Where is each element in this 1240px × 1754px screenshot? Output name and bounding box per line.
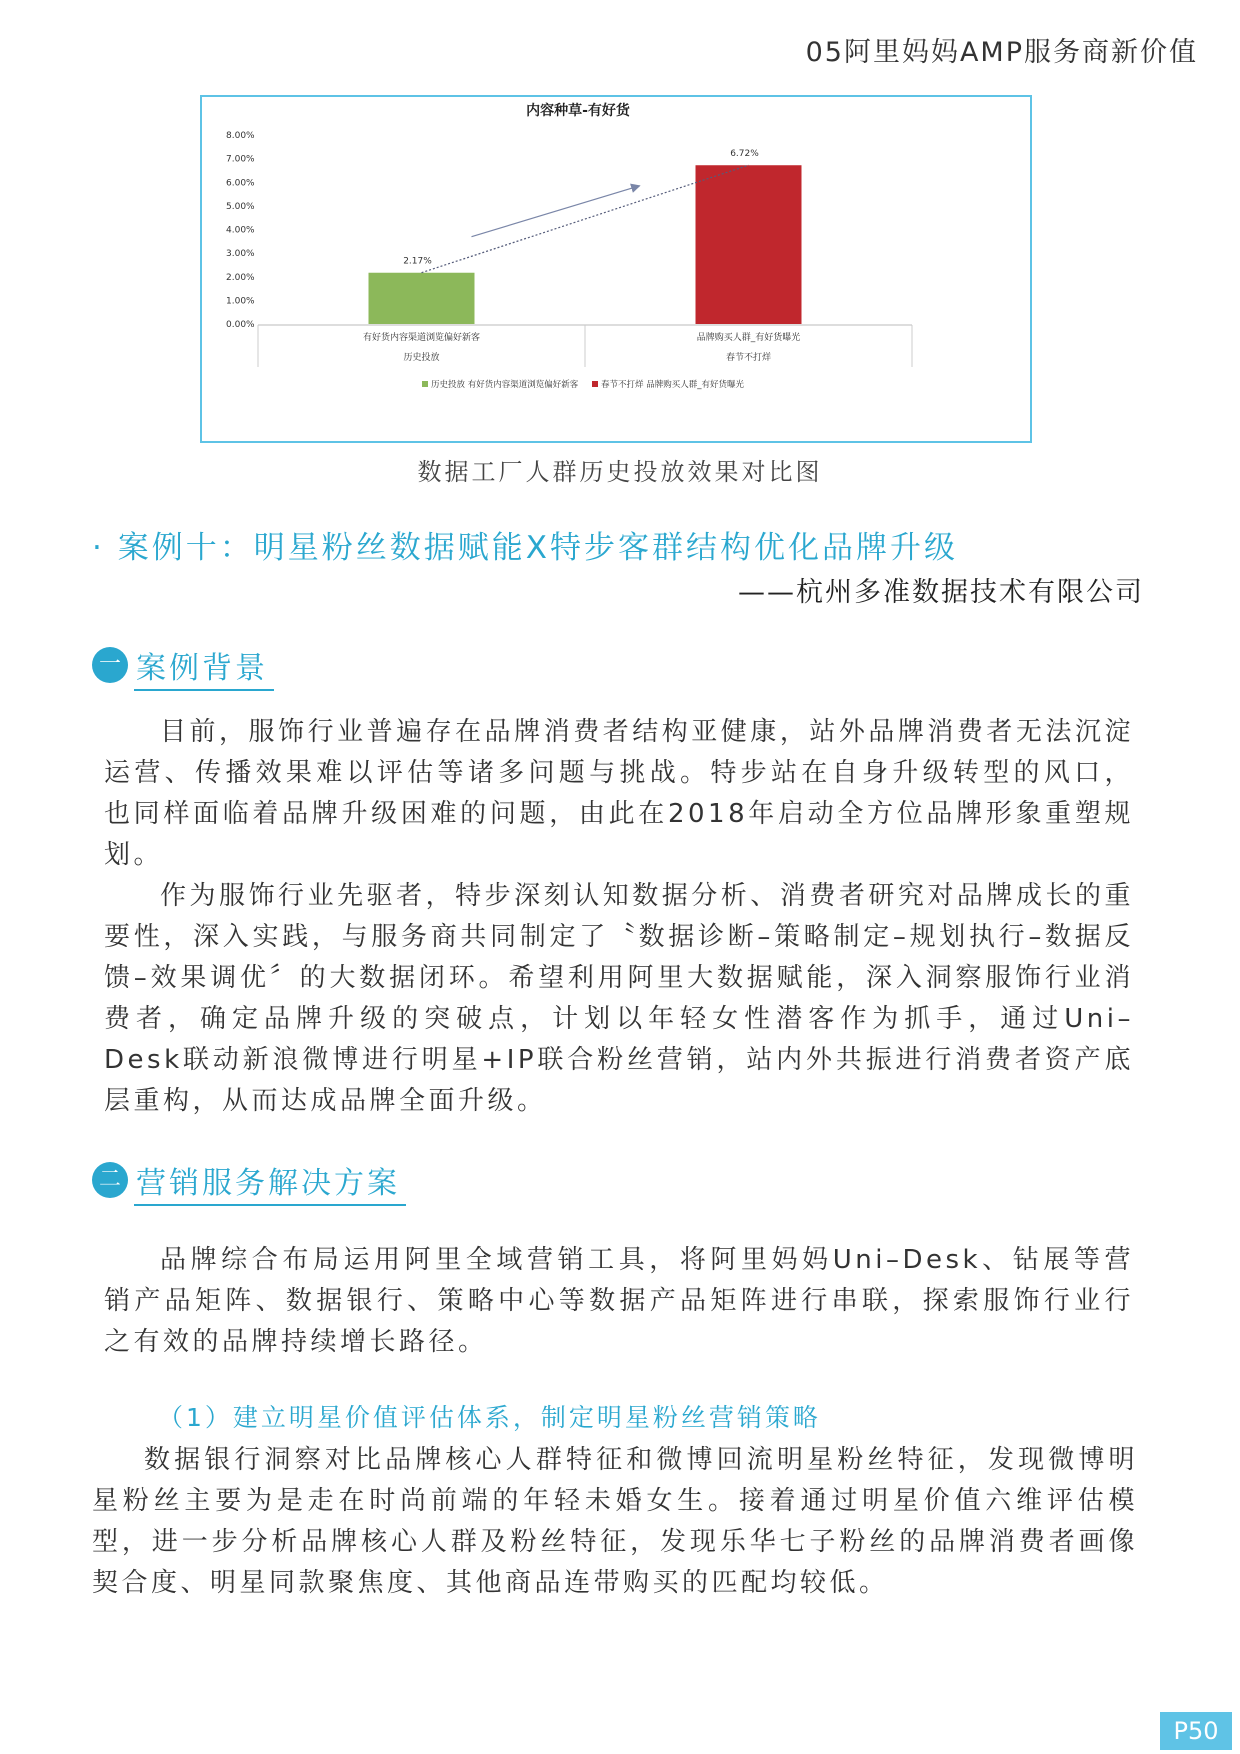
y-tick-label: 8.00%	[226, 131, 255, 141]
paragraph: 数据银行洞察对比品牌核心人群特征和微博回流明星粉丝特征，发现微博明星粉丝主要为是走在时尚前端的年轻未婚女生。接着通过明星价值六维评估模型，进一步分析品牌核心人群及粉丝特征，发现乐华七子粉丝的品牌消费者画像契合度、明星同款聚焦度、其他商品连带购买的匹配均较低。	[92, 1445, 1138, 1598]
subsection-title: （1）建立明星价值评估体系，制定明星粉丝营销策略	[158, 1403, 821, 1432]
paragraph: 作为服饰行业先驱者，特步深刻认知数据分析、消费者研究对品牌成长的重要性，深入实践，与服务商共同制定了〝数据诊断–策略制定–规划执行–数据反馈–效果调优〞的大数据闭环。希望利用阿里大数据赋能，深入洞察服饰行业消费者，确定品牌升级的突破点，计划以年轻女性潜客作为抓手，通过Uni–Desk联动新浪微博进行明星+IP联合粉丝营销，站内外共振进行消费者资产底层重构，从而达成品牌全面升级。	[104, 881, 1134, 1116]
background-body	[104, 712, 1134, 1122]
page-number: P50	[1160, 1712, 1232, 1750]
chart-caption: 数据工厂人群历史投放效果对比图	[417, 458, 823, 486]
page-header-title: 05阿里妈妈AMP服务商新价值	[805, 37, 1198, 68]
bar	[369, 273, 475, 324]
data-label: 2.17%	[403, 256, 432, 267]
legend-label: 春节不打烊 品牌购买人群_有好货曝光	[601, 380, 744, 390]
section-number-badge: 二	[92, 1162, 128, 1198]
solution-body	[104, 1240, 1134, 1363]
case-title: · 案例十：明星粉丝数据赋能X特步客群结构优化品牌升级	[92, 530, 958, 566]
y-tick-label: 5.00%	[226, 201, 255, 212]
x-group-label: 历史投放	[403, 353, 440, 363]
y-tick-label: 6.00%	[226, 178, 255, 189]
y-tick-label: 0.00%	[226, 320, 255, 330]
y-tick-label: 3.00%	[226, 249, 255, 260]
paragraph: 品牌综合布局运用阿里全域营销工具，将阿里妈妈Uni–Desk、钻展等营销产品矩阵、数据银行、策略中心等数据产品矩阵进行串联，探索服饰行业行之有效的品牌持续增长路径。	[104, 1245, 1134, 1357]
legend-label: 历史投放 有好货内容渠道浏览偏好新客	[431, 380, 579, 390]
bar	[696, 165, 802, 324]
legend-swatch	[422, 381, 428, 387]
section-title: 案例背景	[134, 643, 274, 691]
x-tick-label: 品牌购买人群_有好货曝光	[696, 333, 801, 343]
section-title: 营销服务解决方案	[134, 1158, 406, 1206]
section-number-badge: 一	[92, 647, 128, 683]
case-company: ——杭州多准数据技术有限公司	[738, 577, 1144, 608]
y-tick-label: 4.00%	[226, 225, 255, 236]
legend-swatch	[592, 381, 598, 387]
chart-title: 内容种草-有好货	[526, 103, 630, 119]
x-tick-label: 有好货内容渠道浏览偏好新客	[362, 333, 481, 343]
y-tick-label: 2.00%	[226, 272, 255, 283]
data-label: 6.72%	[730, 149, 759, 160]
chart-container	[200, 95, 1032, 443]
subsection-body	[92, 1440, 1138, 1604]
x-group-label: 春节不打烊	[725, 353, 772, 363]
y-tick-label: 1.00%	[226, 296, 255, 307]
y-tick-label: 7.00%	[226, 154, 255, 165]
paragraph: 目前，服饰行业普遍存在品牌消费者结构亚健康，站外品牌消费者无法沉淀运营、传播效果难以评估等诸多问题与挑战。特步站在自身升级转型的风口，也同样面临着品牌升级困难的问题，由此在2018年启动全方位品牌形象重塑规划。	[104, 717, 1134, 870]
bar-chart	[202, 97, 1030, 441]
